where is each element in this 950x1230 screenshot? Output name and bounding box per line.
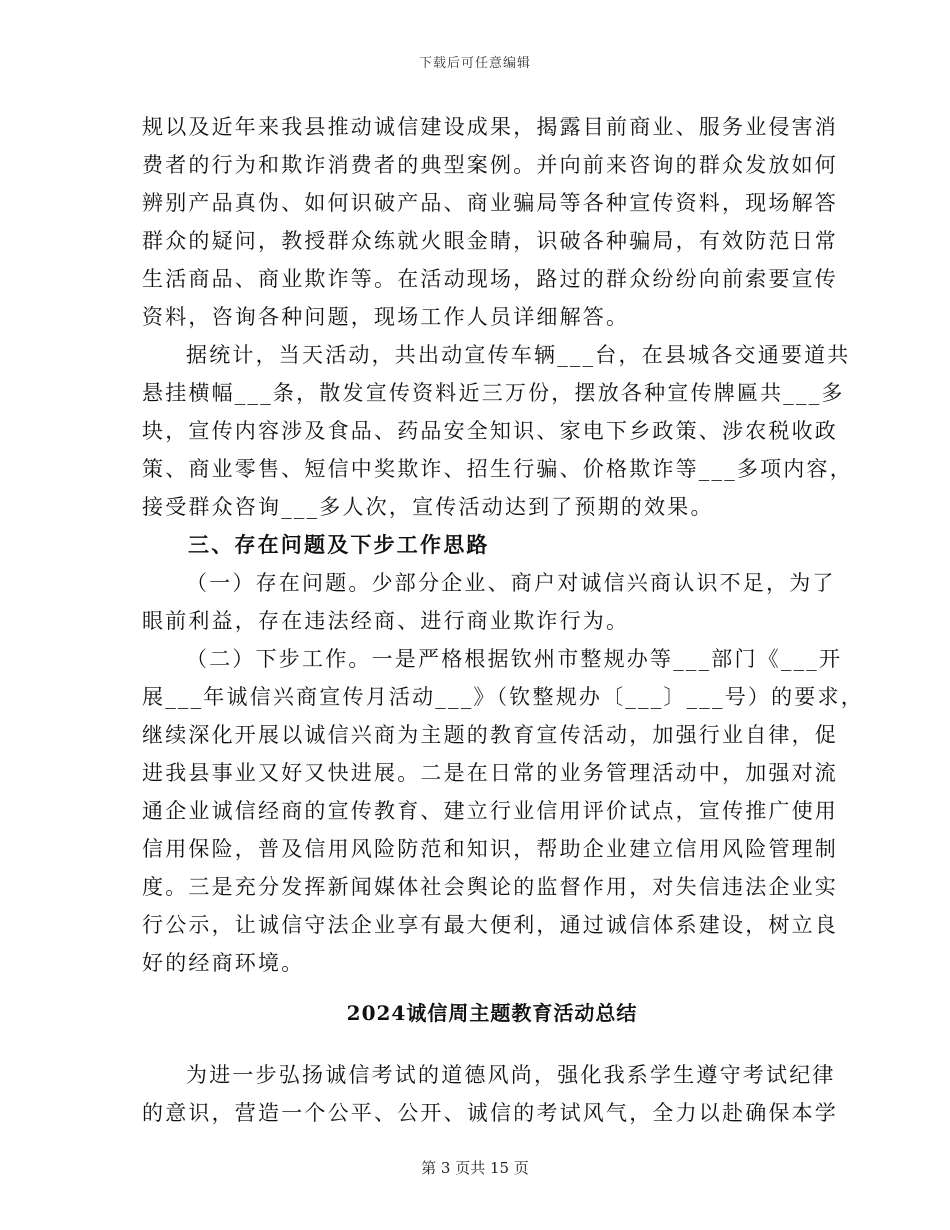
text-line: 资料，咨询各种问题，现场工作人员详细解答。 [142, 305, 630, 329]
section-heading: 三、存在问题及下步工作思路 [188, 532, 490, 557]
document-body [142, 108, 864, 1132]
text-line: 通企业诚信经商的宣传教育、建立行业信用评价试点，宣传推广使用 [142, 799, 838, 823]
text-line: 接受群众咨询___多人次，宣传活动达到了预期的效果。 [142, 495, 714, 519]
paragraph-2 [142, 336, 853, 526]
header-note: 下载后可任意编辑 [418, 56, 531, 71]
text-line: （一）存在问题。少部分企业、商户对诚信兴商认识不足，为了 [186, 571, 836, 595]
text-line: 规以及近年来我县推动诚信建设成果，揭露目前商业、服务业侵害消 [142, 115, 838, 139]
text-line: 展___年诚信兴商宣传月活动___》（钦整规办〔___〕___号）的要求， [142, 685, 864, 709]
text-line: 进我县事业又好又快进展。二是在日常的业务管理活动中，加强对流 [142, 761, 838, 785]
text-line: 的意识，营造一个公平、公开、诚信的考试风气，全力以赴确保本学 [142, 1101, 838, 1125]
paragraph-1 [142, 108, 838, 336]
text-line: 眼前利益，存在违法经商、进行商业欺诈行为。 [142, 609, 630, 633]
article-title: 2024诚信周主题教育活动总结 [346, 1001, 638, 1025]
text-line: 行公示，让诚信守法企业享有最大便利，通过诚信体系建设，树立良 [142, 913, 838, 937]
text-line: 辨别产品真伪、如何识破产品、商业骗局等各种宣传资料，现场解答 [142, 191, 838, 215]
text-line: 好的经商环境。 [142, 951, 305, 975]
page-number: 第 3 页共 15 页 [421, 1159, 529, 1177]
paragraph-3 [142, 564, 836, 640]
text-line: 据统计，当天活动，共出动宣传车辆___台，在县城各交通要道共 [186, 343, 851, 367]
paragraph-5 [142, 1056, 838, 1132]
text-line: 信用保险，普及信用风险防范和知识，帮助企业建立信用风险管理制 [142, 837, 838, 861]
text-line: 策、商业零售、短信中奖欺诈、招生行骗、价格欺诈等___多项内容， [142, 457, 853, 481]
text-line: 群众的疑问，教授群众练就火眼金睛，识破各种骗局，有效防范日常 [142, 229, 838, 253]
text-line: （二）下步工作。一是严格根据钦州市整规办等___部门《___开 [186, 647, 843, 671]
paragraph-4 [142, 640, 864, 982]
text-line: 继续深化开展以诚信兴商为主题的教育宣传活动，加强行业自律，促 [142, 723, 838, 747]
text-line: 费者的行为和欺诈消费者的典型案例。并向前来咨询的群众发放如何 [142, 153, 838, 177]
text-line: 度。三是充分发挥新闻媒体社会舆论的监督作用，对失信违法企业实 [142, 875, 838, 899]
text-line: 悬挂横幅___条，散发宣传资料近三万份，摆放各种宣传牌匾共___多 [142, 381, 845, 405]
text-line: 块，宣传内容涉及食品、药品安全知识、家电下乡政策、涉农税收政 [142, 419, 838, 443]
text-line: 生活商品、商业欺诈等。在活动现场，路过的群众纷纷向前索要宣传 [142, 267, 838, 291]
text-line: 为进一步弘扬诚信考试的道德风尚，强化我系学生遵守考试纪律 [186, 1063, 836, 1087]
